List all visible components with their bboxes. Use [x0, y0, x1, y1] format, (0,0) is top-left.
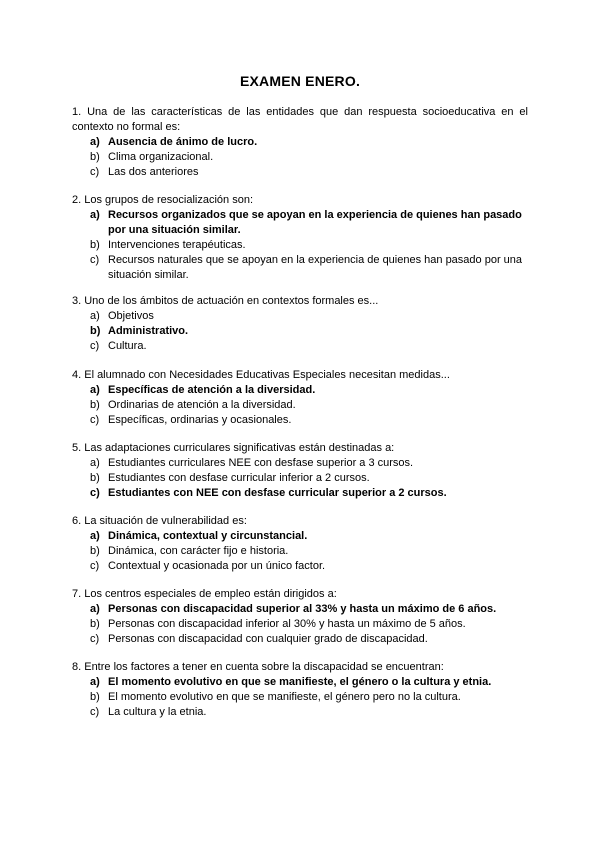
- option-letter: b): [90, 325, 101, 337]
- option-text: Personas con discapacidad inferior al 30% y hasta un máximo de 5 años.: [108, 618, 466, 630]
- question-5: [72, 441, 528, 501]
- option-b: [72, 150, 528, 165]
- option-text: Estudiantes curriculares NEE con desfase superior a 3 cursos.: [108, 457, 414, 469]
- question-text: 3. Uno de los ámbitos de actuación en contextos formales es...: [72, 295, 379, 307]
- option-text: Intervenciones terapéuticas.: [108, 239, 246, 251]
- option-text: El momento evolutivo en que se manifieste, el género pero no la cultura.: [108, 691, 461, 703]
- option-text: Objetivos: [108, 310, 154, 322]
- option-text: Contextual y ocasionada por un único factor.: [108, 560, 326, 572]
- option-b: [72, 398, 528, 413]
- option-letter: a): [90, 457, 100, 469]
- option-letter: b): [90, 618, 100, 630]
- option-letter: a): [90, 310, 100, 322]
- option-letter: b): [90, 239, 100, 251]
- option-a: [72, 309, 528, 324]
- option-text: Cultura.: [108, 340, 147, 352]
- question-2: [72, 193, 528, 283]
- question-text: 2. Los grupos de resocialización son:: [72, 194, 253, 206]
- option-a: [72, 529, 528, 544]
- option-b: [72, 238, 528, 253]
- option-a: [72, 675, 528, 690]
- option-b: [72, 324, 528, 339]
- option-b: [72, 544, 528, 559]
- option-a: [72, 602, 528, 617]
- option-text: Específicas, ordinarias y ocasionales.: [108, 414, 292, 426]
- option-letter: a): [90, 676, 100, 688]
- option-text: Estudiantes con NEE con desfase curricular superior a 2 cursos.: [108, 487, 447, 499]
- option-letter: c): [90, 487, 100, 499]
- option-letter: b): [90, 472, 100, 484]
- question-3: [72, 294, 528, 354]
- option-letter: c): [90, 706, 100, 718]
- option-letter: b): [90, 151, 100, 163]
- option-letter: c): [90, 340, 100, 352]
- question-6: [72, 514, 528, 574]
- question-text: 1. Una de las características de las entidades que dan respuesta socioeducativa en el contexto no formal es:: [72, 106, 528, 133]
- option-text: Recursos organizados que se apoyan en la experiencia de quienes han pasado por una situación similar.: [108, 209, 522, 236]
- option-letter: a): [90, 603, 100, 615]
- question-text: 6. La situación de vulnerabilidad es:: [72, 515, 247, 527]
- option-b: [72, 690, 528, 705]
- option-letter: c): [90, 166, 100, 178]
- option-c: [72, 339, 528, 354]
- option-letter: a): [90, 136, 100, 148]
- option-letter: a): [90, 530, 100, 542]
- question-text: 5. Las adaptaciones curriculares significativas están destinadas a:: [72, 442, 395, 454]
- option-text: Ordinarias de atención a la diversidad.: [108, 399, 296, 411]
- option-c: [72, 705, 528, 720]
- question-1: [72, 105, 528, 180]
- option-letter: c): [90, 633, 100, 645]
- option-text: Personas con discapacidad con cualquier grado de discapacidad.: [108, 633, 428, 645]
- option-text: Recursos naturales que se apoyan en la experiencia de quienes han pasado por una situación similar.: [108, 254, 523, 281]
- option-letter: b): [90, 545, 100, 557]
- option-text: La cultura y la etnia.: [108, 706, 207, 718]
- question-text: 8. Entre los factores a tener en cuenta sobre la discapacidad se encuentran:: [72, 661, 444, 673]
- option-a: [72, 208, 528, 238]
- option-letter: c): [90, 414, 100, 426]
- question-4: [72, 368, 528, 428]
- option-a: [72, 383, 528, 398]
- page-title: EXAMEN ENERO.: [239, 73, 361, 89]
- option-letter: a): [90, 209, 100, 221]
- option-text: Ausencia de ánimo de lucro.: [108, 136, 258, 148]
- option-letter: b): [90, 691, 100, 703]
- option-text: Las dos anteriores: [108, 166, 199, 178]
- option-text: Dinámica, contextual y circunstancial.: [108, 530, 308, 542]
- option-letter: c): [90, 560, 100, 572]
- option-c: [72, 413, 528, 428]
- question-8: [72, 660, 528, 720]
- option-text: Estudiantes con desfase curricular inferior a 2 cursos.: [108, 472, 370, 484]
- question-text: 4. El alumnado con Necesidades Educativas Especiales necesitan medidas...: [72, 369, 450, 381]
- option-c: [72, 632, 528, 647]
- option-text: Personas con discapacidad superior al 33% y hasta un máximo de 6 años.: [108, 603, 497, 615]
- option-c: [72, 486, 528, 501]
- option-a: [72, 456, 528, 471]
- option-text: Clima organizacional.: [108, 151, 214, 163]
- question-7: [72, 587, 528, 647]
- option-text: Administrativo.: [108, 325, 189, 337]
- option-text: Dinámica, con carácter fijo e historia.: [108, 545, 289, 557]
- option-b: [72, 617, 528, 632]
- option-letter: b): [90, 399, 100, 411]
- option-b: [72, 471, 528, 486]
- option-letter: a): [90, 384, 100, 396]
- option-c: [72, 165, 528, 180]
- option-text: El momento evolutivo en que se manifieste, el género o la cultura y etnia.: [108, 676, 492, 688]
- option-letter: c): [90, 254, 100, 266]
- option-text: Específicas de atención a la diversidad.: [108, 384, 316, 396]
- option-c: [72, 253, 528, 283]
- option-a: [72, 135, 528, 150]
- question-text: 7. Los centros especiales de empleo están dirigidos a:: [72, 588, 337, 600]
- option-c: [72, 559, 528, 574]
